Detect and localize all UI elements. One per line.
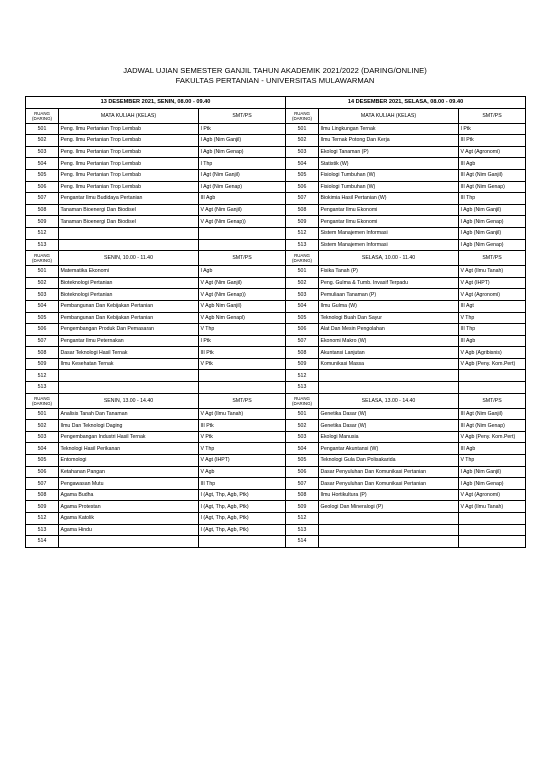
cell-semester-program: I Agt (Nim Ganjil) (199, 169, 286, 181)
cell-course: Matematika Ekonomi (59, 266, 199, 278)
cell-course (59, 536, 199, 548)
cell-room: 505 (26, 169, 59, 181)
cell-course: Ilmu Gulma (W) (319, 300, 459, 312)
cell-room: 504 (26, 300, 59, 312)
day-header-row (26, 97, 526, 109)
cell-semester-program: III Agb (459, 158, 526, 170)
cell-semester-program (199, 536, 286, 548)
column-header-semester-program: SMT/PS (199, 251, 286, 266)
cell-room: 501 (26, 123, 59, 135)
cell-room: 503 (286, 289, 319, 301)
cell-room: 505 (286, 312, 319, 324)
cell-room: 514 (286, 536, 319, 548)
cell-semester-program: III Agt (Nim Ganjil) (459, 408, 526, 420)
cell-semester-program: I (Agt, Thp, Agb, Ptk) (199, 489, 286, 501)
cell-semester-program: I (Agt, Thp, Agb, Ptk) (199, 524, 286, 536)
cell-semester-program: I Ptk (199, 335, 286, 347)
cell-semester-program: I Agb (Nim Genap) (459, 239, 526, 251)
cell-course: Pengantar Ilmu Peternakan (59, 335, 199, 347)
cell-semester-program: III Ptk (459, 135, 526, 147)
cell-room: 502 (26, 277, 59, 289)
cell-course: Dasar Penyuluhan Dan Komunikasi Pertanian (319, 466, 459, 478)
cell-room: 503 (26, 289, 59, 301)
cell-semester-program: I Agb (199, 266, 286, 278)
cell-semester-program: III Thp (199, 478, 286, 490)
table-row (26, 216, 526, 228)
cell-semester-program: V Thp (459, 455, 526, 467)
cell-semester-program (459, 524, 526, 536)
cell-semester-program: V Agt (Agronomi) (459, 489, 526, 501)
cell-room: 504 (286, 158, 319, 170)
cell-semester-program (199, 239, 286, 251)
table-row (26, 193, 526, 205)
table-row (26, 289, 526, 301)
cell-course: Dasar Penyuluhan Dan Komunikasi Pertanian (319, 478, 459, 490)
cell-course: Peng. Ilmu Pertanian Trop Lembab (59, 146, 199, 158)
cell-course: Biokimia Hasil Pertanian (W) (319, 193, 459, 205)
cell-room: 505 (286, 169, 319, 181)
table-row (26, 466, 526, 478)
column-header-semester-program: SMT/PS (199, 393, 286, 408)
cell-semester-program (199, 370, 286, 382)
cell-semester-program (459, 536, 526, 548)
day-left-header: 13 DESEMBER 2021, SENIN, 08.00 - 09.40 (26, 97, 286, 109)
cell-room: 507 (26, 193, 59, 205)
table-row (26, 227, 526, 239)
cell-room: 509 (26, 501, 59, 513)
cell-semester-program (459, 513, 526, 525)
cell-semester-program (459, 370, 526, 382)
cell-semester-program (199, 227, 286, 239)
column-header-semester-program: SMT/PS (459, 108, 526, 123)
cell-room: 502 (26, 420, 59, 432)
cell-course: Analisis Tanah Dan Tanaman (59, 408, 199, 420)
cell-course: Peng. Ilmu Pertanian Trop Lembab (59, 135, 199, 147)
cell-room: 512 (26, 513, 59, 525)
cell-course: Fisiologi Tumbuhan (W) (319, 181, 459, 193)
cell-room: 508 (286, 489, 319, 501)
cell-room: 513 (286, 524, 319, 536)
table-row (26, 443, 526, 455)
cell-room: 505 (26, 455, 59, 467)
day-right-header: 14 DESEMBER 2021, SELASA, 08.00 - 09.40 (286, 97, 526, 109)
exam-schedule-table (25, 96, 526, 548)
table-row (26, 489, 526, 501)
cell-room: 513 (286, 239, 319, 251)
cell-course: Ilmu Kesehatan Ternak (59, 358, 199, 370)
cell-semester-program: V Agt (Ilmu Tanah) (459, 266, 526, 278)
column-header-semester-program: SMT/PS (459, 393, 526, 408)
cell-room: 507 (286, 335, 319, 347)
cell-room: 502 (286, 277, 319, 289)
cell-semester-program: I Ptk (199, 123, 286, 135)
cell-course: Pengawasan Mutu (59, 478, 199, 490)
table-row (26, 135, 526, 147)
cell-room: 512 (26, 370, 59, 382)
cell-course: Bioteknologi Pertanian (59, 277, 199, 289)
cell-room: 508 (26, 347, 59, 359)
cell-room: 502 (26, 135, 59, 147)
column-header-room: RUANG (DARING) (286, 393, 319, 408)
cell-semester-program: III Agt (459, 300, 526, 312)
cell-course: Statistik (W) (319, 158, 459, 170)
table-row (26, 455, 526, 467)
cell-room: 507 (286, 193, 319, 205)
cell-semester-program: III Agt (Nim Genap) (459, 181, 526, 193)
table-row (26, 347, 526, 359)
table-row (26, 335, 526, 347)
table-row (26, 204, 526, 216)
cell-course (59, 239, 199, 251)
cell-course: Pembangunan Dan Kebijakan Pertanian (59, 312, 199, 324)
cell-course: Peng. Ilmu Pertanian Trop Lembab (59, 169, 199, 181)
cell-course: Agama Hindu (59, 524, 199, 536)
cell-course: Ekonomi Makro (W) (319, 335, 459, 347)
table-row (26, 158, 526, 170)
cell-course: Ketahanan Pangan (59, 466, 199, 478)
cell-course: Genetika Dasar (W) (319, 420, 459, 432)
table-row (26, 123, 526, 135)
cell-semester-program: V Agt (IHPT) (459, 277, 526, 289)
cell-room: 503 (26, 146, 59, 158)
cell-semester-program: V Agt (IHPT) (199, 455, 286, 467)
cell-semester-program: I Agb (Nim Genap) (199, 146, 286, 158)
cell-course: Pengantar Ilmu Ekonomi (319, 216, 459, 228)
cell-semester-program: I Thp (199, 158, 286, 170)
cell-semester-program: III Ptk (199, 420, 286, 432)
column-header-course: SELASA, 10.00 - 11.40 (319, 251, 459, 266)
column-header-room: RUANG (DARING) (26, 251, 59, 266)
table-row (26, 239, 526, 251)
cell-room: 506 (26, 181, 59, 193)
cell-course: Fisika Tanah (P) (319, 266, 459, 278)
cell-course: Peng. Ilmu Pertanian Trop Lembab (59, 123, 199, 135)
cell-semester-program: I Agb (Nim Genap) (459, 216, 526, 228)
cell-course: Bioteknologi Pertanian (59, 289, 199, 301)
column-header-course: MATA KULIAH (KELAS) (319, 108, 459, 123)
cell-room: 506 (286, 181, 319, 193)
cell-course: Ekologi Manusia (319, 431, 459, 443)
cell-course: Ilmu Lingkungan Ternak (319, 123, 459, 135)
cell-course: Fisiologi Tumbuhan (W) (319, 169, 459, 181)
column-header-course: SENIN, 10.00 - 11.40 (59, 251, 199, 266)
column-header-room: RUANG (DARING) (286, 251, 319, 266)
column-header-course: SENIN, 13.00 - 14.40 (59, 393, 199, 408)
table-row (26, 431, 526, 443)
column-header-semester-program: SMT/PS (459, 251, 526, 266)
cell-semester-program: III Agb (459, 443, 526, 455)
cell-room: 504 (286, 300, 319, 312)
document-title: JADWAL UJIAN SEMESTER GANJIL TAHUN AKADEMIK 2021/2022 (DARING/ONLINE) (123, 66, 427, 75)
column-header-semester-program: SMT/PS (199, 108, 286, 123)
cell-course (319, 513, 459, 525)
cell-semester-program: I Agt (Nim Genap) (199, 181, 286, 193)
cell-room: 513 (26, 239, 59, 251)
table-row (26, 169, 526, 181)
table-row (26, 382, 526, 394)
table-row (26, 501, 526, 513)
cell-course (59, 227, 199, 239)
cell-room: 506 (26, 466, 59, 478)
cell-room: 504 (286, 443, 319, 455)
cell-room: 509 (286, 216, 319, 228)
cell-semester-program: V Agb (199, 466, 286, 478)
cell-course: Peng. Ilmu Pertanian Trop Lembab (59, 158, 199, 170)
cell-semester-program: V Agt (Ilmu Tanah) (199, 408, 286, 420)
table-row (26, 300, 526, 312)
cell-room: 509 (26, 216, 59, 228)
cell-course: Pengantar Ilmu Ekonomi (319, 204, 459, 216)
faculty-subtitle: FAKULTAS PERTANIAN - UNIVERSITAS MULAWARMAN (175, 76, 375, 85)
cell-course: Teknologi Gula Dan Polisakarida (319, 455, 459, 467)
cell-room: 509 (26, 358, 59, 370)
cell-semester-program: III Agb (459, 335, 526, 347)
cell-course: Ilmu Dan Teknologi Daging (59, 420, 199, 432)
cell-course: Agama Protestan (59, 501, 199, 513)
cell-semester-program: I Agb (Nim Ganjil) (459, 466, 526, 478)
cell-room: 505 (286, 455, 319, 467)
cell-room: 503 (286, 146, 319, 158)
table-row (26, 324, 526, 336)
cell-room: 503 (286, 431, 319, 443)
cell-semester-program: V Agt (Nim Ganjil) (199, 204, 286, 216)
cell-course (319, 524, 459, 536)
session-header-row (26, 108, 526, 123)
cell-room: 509 (286, 358, 319, 370)
table-row (26, 312, 526, 324)
cell-semester-program: III Thp (459, 193, 526, 205)
cell-room: 513 (26, 524, 59, 536)
cell-room: 501 (26, 266, 59, 278)
column-header-room: RUANG (DARING) (26, 108, 59, 123)
cell-room: 504 (26, 443, 59, 455)
cell-course (319, 536, 459, 548)
cell-course (319, 382, 459, 394)
cell-semester-program: V Agt (Nim Genap)) (199, 216, 286, 228)
cell-course: Teknologi Hasil Perikanan (59, 443, 199, 455)
cell-semester-program: I Agb (Nim Genap) (459, 478, 526, 490)
cell-course: Pemuliaan Tanaman (P) (319, 289, 459, 301)
cell-semester-program: V Thp (199, 324, 286, 336)
cell-semester-program: V Agt (Agronomi) (459, 289, 526, 301)
cell-room: 508 (26, 489, 59, 501)
column-header-room: RUANG (DARING) (26, 393, 59, 408)
cell-room: 512 (286, 227, 319, 239)
table-row (26, 370, 526, 382)
cell-semester-program: III Agb (199, 193, 286, 205)
cell-room: 501 (286, 266, 319, 278)
cell-semester-program: I Agb (Nim Ganjil) (459, 227, 526, 239)
cell-room: 508 (286, 204, 319, 216)
cell-room: 507 (26, 335, 59, 347)
cell-semester-program: V Agb (Agribisnis) (459, 347, 526, 359)
cell-semester-program (459, 382, 526, 394)
column-header-room: RUANG (DARING) (286, 108, 319, 123)
cell-room: 513 (286, 382, 319, 394)
cell-room: 508 (26, 204, 59, 216)
cell-room: 502 (286, 420, 319, 432)
table-row (26, 408, 526, 420)
cell-room: 509 (286, 501, 319, 513)
cell-semester-program: III Agt (Nim Ganjil) (459, 169, 526, 181)
cell-course: Dasar Teknologi Hasil Ternak (59, 347, 199, 359)
cell-course: Tanaman Bioenergi Dan Biodisel (59, 216, 199, 228)
cell-course: Geologi Dan Mineralogi (P) (319, 501, 459, 513)
cell-room: 506 (26, 324, 59, 336)
cell-room: 501 (286, 408, 319, 420)
cell-semester-program: V Agt (Agronomi) (459, 146, 526, 158)
cell-semester-program: V Agb Nim Genapl) (199, 312, 286, 324)
table-row (26, 181, 526, 193)
cell-course: Pengembangan Produk Dan Pemasaran (59, 324, 199, 336)
cell-course: Ekologi Tanaman (P) (319, 146, 459, 158)
cell-room: 512 (286, 370, 319, 382)
cell-room: 513 (26, 382, 59, 394)
cell-course: Sistem Manajemen Informasi (319, 227, 459, 239)
table-row (26, 513, 526, 525)
cell-room: 501 (26, 408, 59, 420)
cell-room: 501 (286, 123, 319, 135)
session-header-row (26, 393, 526, 408)
cell-course: Pembangunan Dan Kebijakan Pertanian (59, 300, 199, 312)
cell-room: 508 (286, 347, 319, 359)
column-header-course: MATA KULIAH (KELAS) (59, 108, 199, 123)
cell-room: 514 (26, 536, 59, 548)
cell-semester-program: III Ptk (199, 347, 286, 359)
cell-course: Sistem Manajemen Informasi (319, 239, 459, 251)
cell-room: 512 (286, 513, 319, 525)
cell-course: Agama Katolik (59, 513, 199, 525)
cell-room: 505 (26, 312, 59, 324)
cell-course: Pengantar Ilmu Budidaya Pertanian (59, 193, 199, 205)
cell-course: Genetika Dasar (W) (319, 408, 459, 420)
cell-semester-program: V Agt (Nim Genap)) (199, 289, 286, 301)
table-row (26, 536, 526, 548)
cell-semester-program: V Thp (199, 443, 286, 455)
cell-semester-program: I Agb (Nim Ganjil) (199, 135, 286, 147)
cell-course: Entomologi (59, 455, 199, 467)
cell-semester-program: I (Agt, Thp, Agb, Ptk) (199, 513, 286, 525)
cell-room: 503 (26, 431, 59, 443)
cell-course (59, 382, 199, 394)
cell-semester-program: I Agb (Nim Ganjil) (459, 204, 526, 216)
column-header-course: SELASA, 13.00 - 14.40 (319, 393, 459, 408)
cell-course: Pengantar Akuntansi (W) (319, 443, 459, 455)
cell-semester-program: I (Agt, Thp, Agb, Ptk) (199, 501, 286, 513)
session-header-row (26, 251, 526, 266)
cell-semester-program: V Agt (Ilmu Tanah) (459, 501, 526, 513)
cell-course: Agama Budha (59, 489, 199, 501)
cell-room: 506 (286, 324, 319, 336)
cell-course: Peng. Ilmu Pertanian Trop Lembab (59, 181, 199, 193)
cell-course: Akuntansi Lanjutan (319, 347, 459, 359)
cell-semester-program: V Thp (459, 312, 526, 324)
cell-course: Ilmu Ternak Potong Dan Kerja (319, 135, 459, 147)
cell-room: 512 (26, 227, 59, 239)
cell-course: Tanaman Bioenergi Dan Biodisel (59, 204, 199, 216)
table-row (26, 524, 526, 536)
cell-semester-program: V Agt (Nim Ganjil) (199, 277, 286, 289)
cell-course: Ilmu Hortikultura (P) (319, 489, 459, 501)
cell-course: Pengembangan Industri Hasil Ternak (59, 431, 199, 443)
cell-course: Komunikasi Massa (319, 358, 459, 370)
table-row (26, 358, 526, 370)
cell-semester-program: V Ptk (199, 431, 286, 443)
cell-semester-program: V Agb (Peny. Kom.Pert) (459, 431, 526, 443)
table-row (26, 146, 526, 158)
cell-course (59, 370, 199, 382)
cell-semester-program: V Agb Nim Ganjil) (199, 300, 286, 312)
cell-semester-program: V Ptk (199, 358, 286, 370)
cell-semester-program: I Ptk (459, 123, 526, 135)
cell-room: 504 (26, 158, 59, 170)
cell-semester-program: III Agt (Nim Genap) (459, 420, 526, 432)
cell-room: 507 (26, 478, 59, 490)
table-row (26, 266, 526, 278)
cell-course: Alat Dan Mesin Pengolahan (319, 324, 459, 336)
cell-room: 507 (286, 478, 319, 490)
cell-semester-program (199, 382, 286, 394)
cell-course: Teknologi Buah Dan Sayur (319, 312, 459, 324)
cell-semester-program: III Thp (459, 324, 526, 336)
cell-course (319, 370, 459, 382)
cell-room: 502 (286, 135, 319, 147)
table-row (26, 478, 526, 490)
cell-room: 506 (286, 466, 319, 478)
table-row (26, 277, 526, 289)
table-row (26, 420, 526, 432)
cell-semester-program: V Agb (Peny. Kom.Pert) (459, 358, 526, 370)
cell-course: Peng. Gulma & Tumb. Invasif Terpadu (319, 277, 459, 289)
